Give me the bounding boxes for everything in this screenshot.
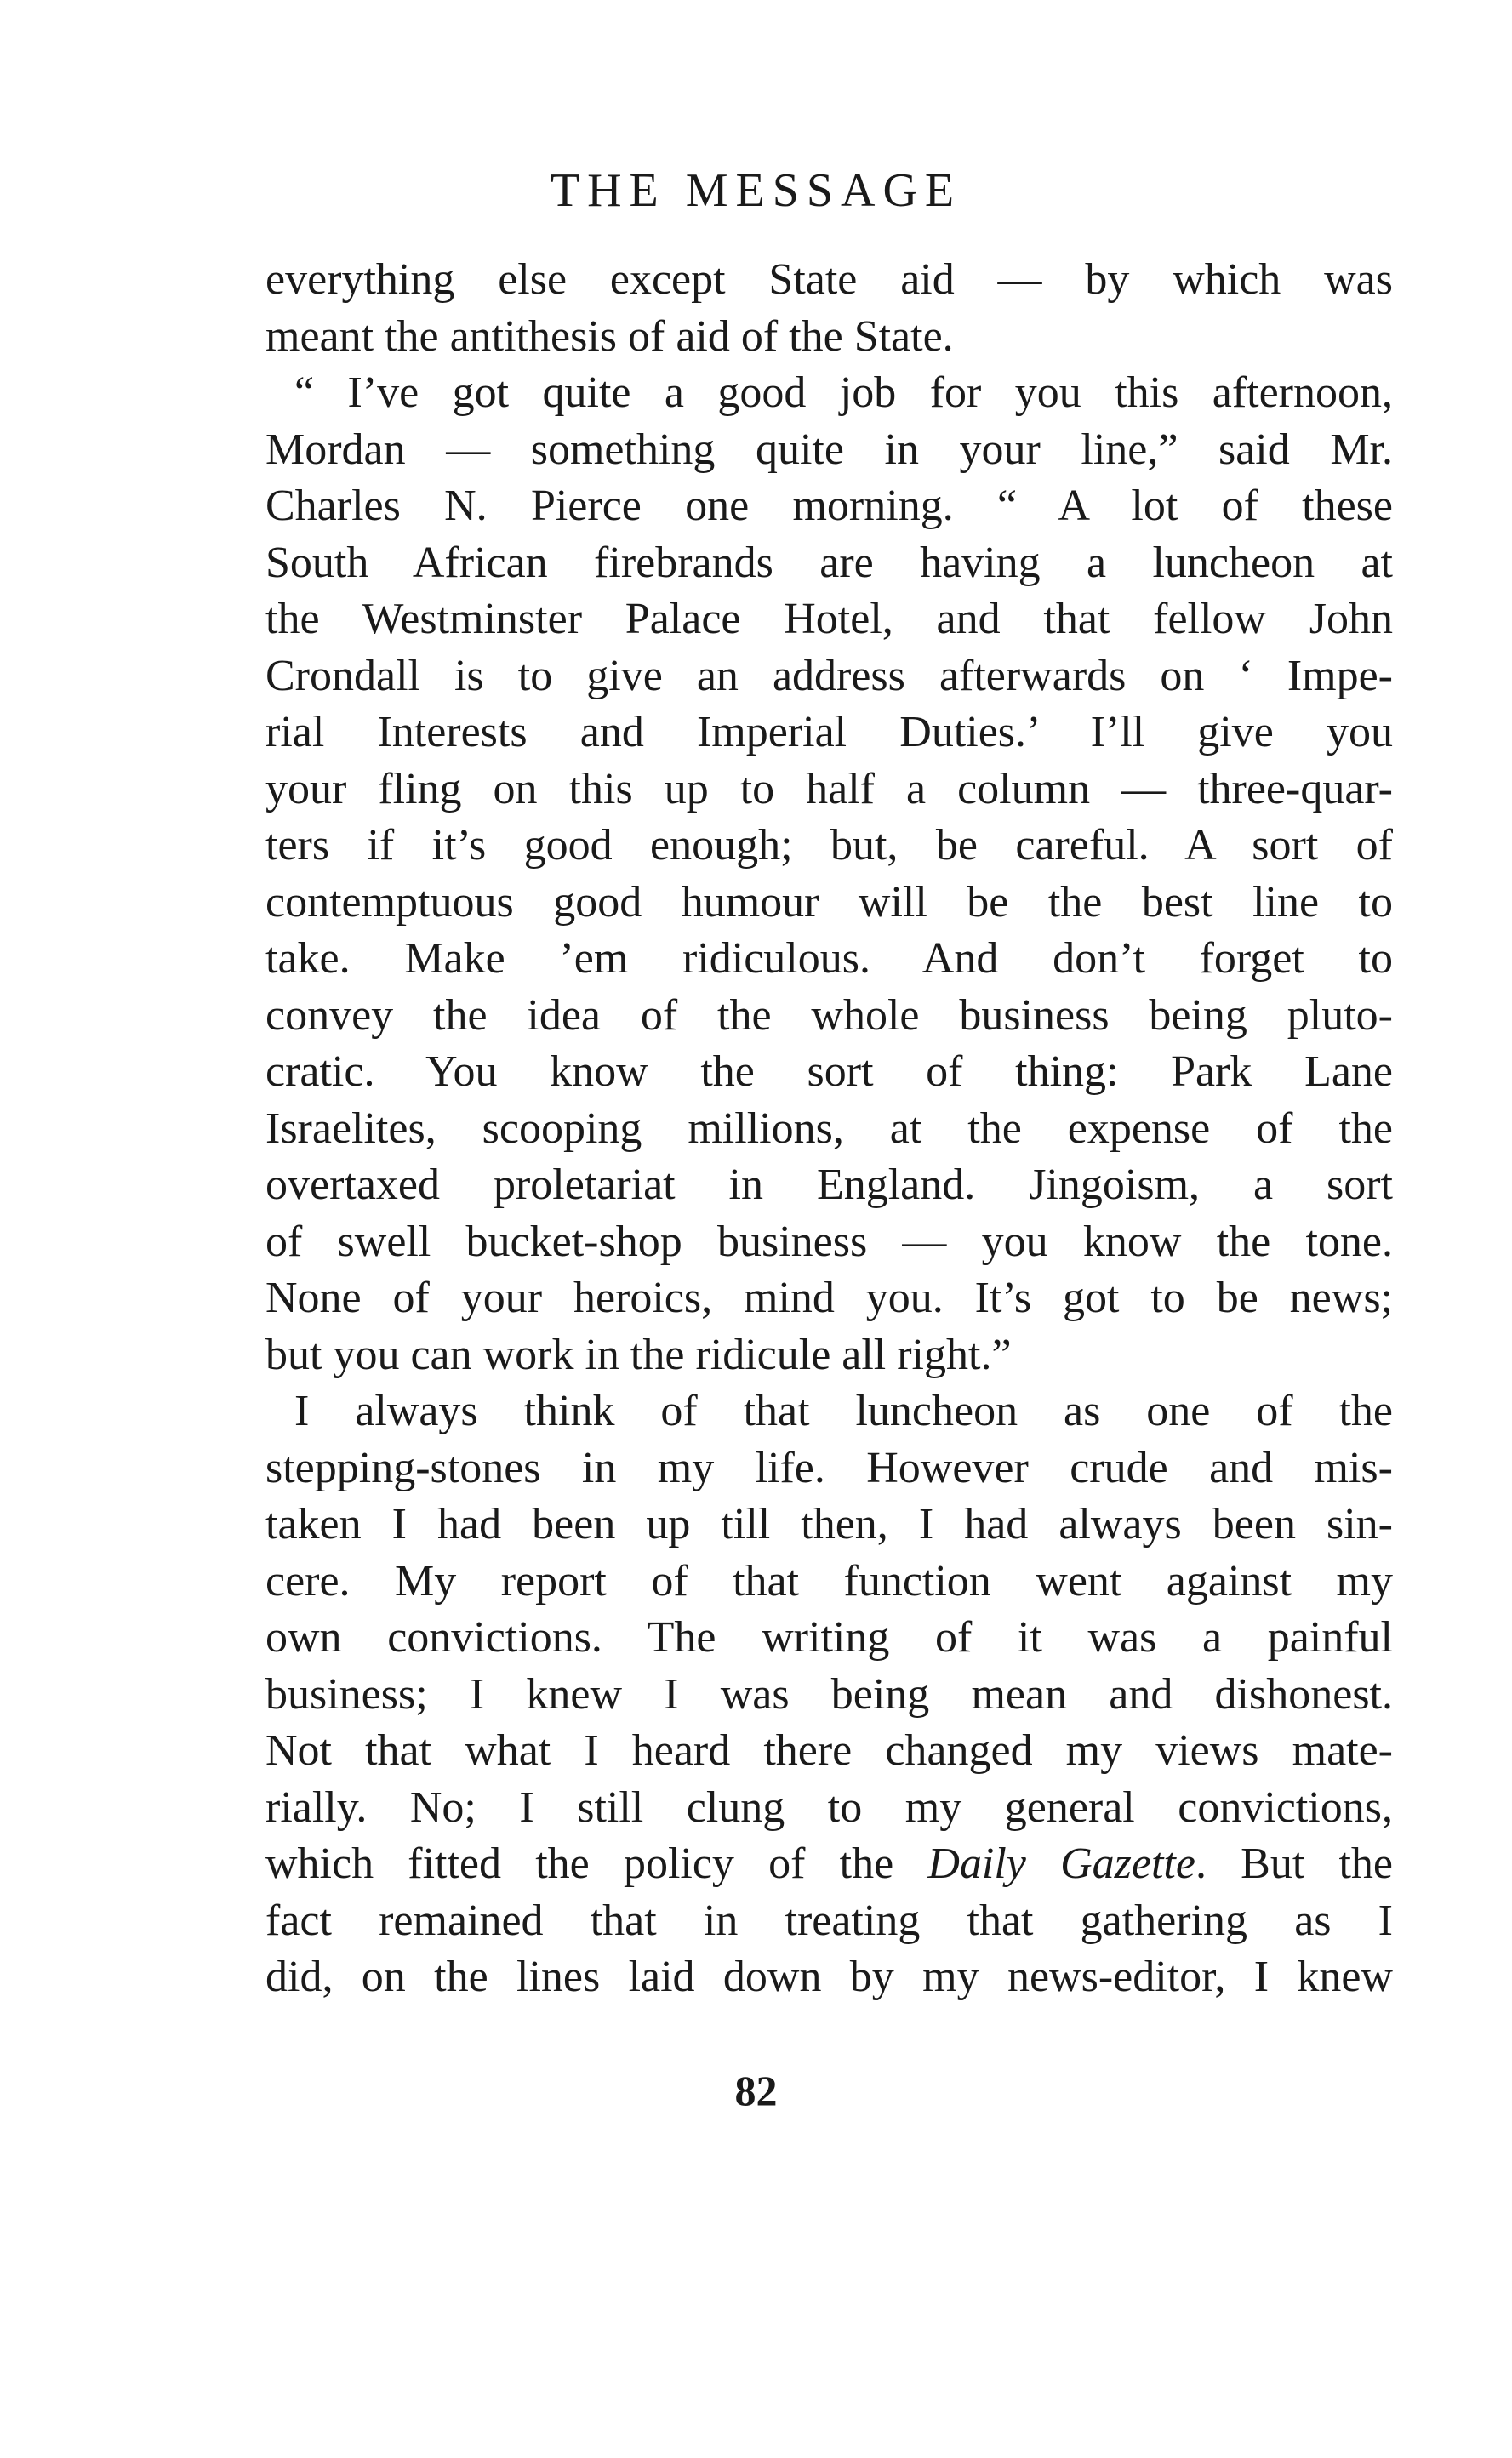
text-line: Crondall is to give an address afterwards on ‘ Impe-	[265, 651, 1393, 700]
text-line: cratic. You know the sort of thing: Park Lane	[265, 1047, 1393, 1096]
text-line: South African firebrands are having a luncheon at	[265, 538, 1393, 587]
text-line: taken I had been up till then, I had always been sin-	[265, 1500, 1393, 1548]
text-line: which fitted the policy of the Daily Gazette. But the	[265, 1839, 1393, 1888]
text-line: Israelites, scooping millions, at the expense of the	[265, 1104, 1393, 1153]
text-line: stepping-stones in my life. However crude and mis-	[265, 1443, 1393, 1492]
text-line: None of your heroics, mind you. It’s got to be news;	[265, 1274, 1393, 1322]
text-line: Not that what I heard there changed my views mate-	[265, 1726, 1393, 1775]
text-line: “ I’ve got quite a good job for you this afternoon,	[294, 368, 1393, 417]
text-line: overtaxed proletariat in England. Jingoism, a sort	[265, 1161, 1393, 1209]
text-line: everything else except State aid — by which was	[265, 255, 1393, 304]
body-text	[265, 252, 1393, 2006]
text-line: the Westminster Palace Hotel, and that fellow John	[265, 595, 1393, 643]
running-head: THE MESSAGE	[550, 164, 962, 217]
text-line: Charles N. Pierce one morning. “ A lot of these	[265, 482, 1393, 530]
text-line: rial Interests and Imperial Duties.’ I’ll give you	[265, 708, 1393, 756]
text-line: I always think of that luncheon as one of the	[294, 1387, 1393, 1435]
text-line: of swell bucket-shop business — you know the tone.	[265, 1217, 1393, 1266]
text-line: fact remained that in treating that gathering as I	[265, 1896, 1393, 1945]
text-line: convey the idea of the whole business being pluto-	[265, 990, 1393, 1040]
text-line: but you can work in the ridicule all right.”	[265, 1330, 1012, 1379]
text-line: rially. No; I still clung to my general convictions,	[265, 1782, 1393, 1832]
italic-title: Daily Gazette	[927, 1839, 1195, 1888]
text-line: business; I knew I was being mean and dishonest.	[265, 1669, 1393, 1719]
text-line: meant the antithesis of aid of the State.	[265, 311, 954, 361]
text-line: take. Make ’em ridiculous. And don’t forget to	[265, 934, 1393, 983]
text-line: did, on the lines laid down by my news-editor, I knew	[265, 1953, 1393, 2001]
text-line: Mordan — something quite in your line,” said Mr.	[265, 425, 1393, 474]
text-line: cere. My report of that function went against my	[265, 1556, 1393, 1605]
text-line: your fling on this up to half a column — three-quar-	[265, 764, 1393, 813]
text-line: ters if it’s good enough; but, be careful. A sort of	[265, 821, 1393, 870]
page-number: 82	[734, 2067, 778, 2114]
text-line: own convictions. The writing of it was a painful	[265, 1613, 1393, 1662]
text-line: contemptuous good humour will be the best line to	[265, 877, 1393, 927]
